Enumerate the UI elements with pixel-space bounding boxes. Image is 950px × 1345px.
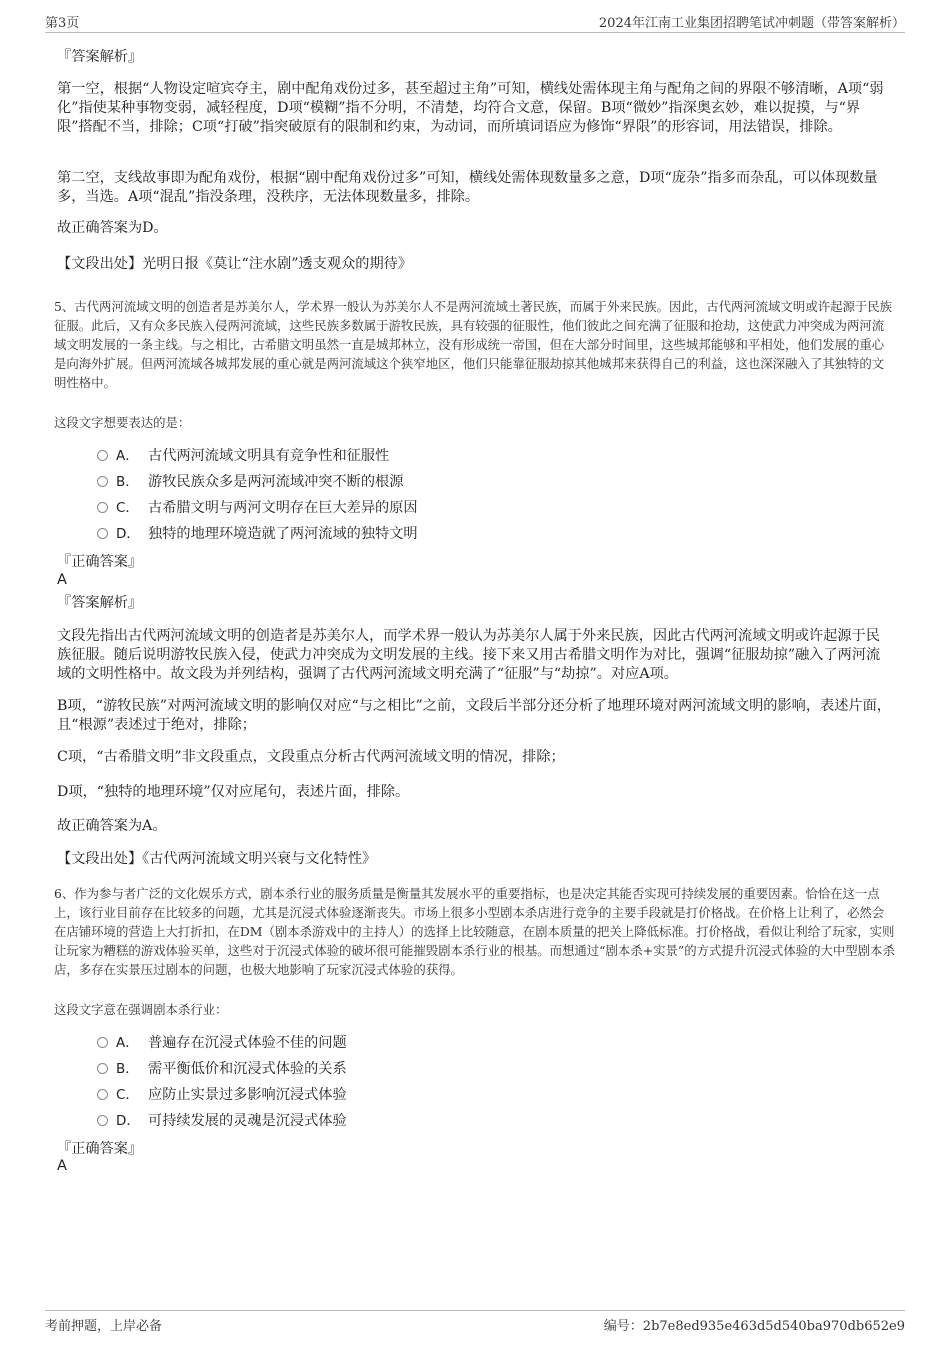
correct-answer: A [57,572,67,588]
radio-icon[interactable] [97,1037,108,1048]
analysis-conclusion: 故正确答案为A。 [57,818,167,834]
analysis-paragraph: C项，“古希腊文明”非文段重点，文段重点分析古代两河流域文明的情况，排除； [57,749,565,765]
radio-icon[interactable] [97,1115,108,1126]
radio-icon[interactable] [97,1089,108,1100]
analysis-label: 『答案解析』 [57,595,143,611]
question-stem: 5、古代两河流域文明的创造者是苏美尔人，学术界一般认为苏美尔人不是两河流域土著民族，而属于外来民族。因此，古代两河流域文明或许起源于民族征服。此后，又有众多民族入侵两河流域，这些民族多数属于游牧民族，具有较强的征服性，他们彼此之间充满了征服和抢劫，这使武力冲突成为两河流域文明发展的一条主线。与之相比，古希腊文明虽然一直是城邦林立，没有形成统一帝国，但在大部分时间里，这些城邦能够和平相处，他们发展的重心是向海外扩展。但两河流域各城邦发展的重心就是两河流域这个狭窄地区，他们只能靠征服劫掠其他城邦来获得自己的利益，这也深深融入了其独特的文明性格中。 [54,299,893,390]
source-citation: 【文段出处】光明日报《莫让“注水剧”透支观众的期待》 [57,256,413,272]
option-b[interactable]: B． 需平衡低价和沉浸式体验的关系 [97,1060,347,1079]
option-text: 应防止实景过多影响沉浸式体验 [148,1087,347,1103]
question-stem: 6、作为参与者广泛的文化娱乐方式，剧本杀行业的服务质量是衡量其发展水平的重要指标，也是决定其能否实现可持续发展的重要因素。恰恰在这一点上，该行业目前存在比较多的问题，尤其是沉浸式体验逐渐丧失。市场上很多小型剧本杀店进行竞争的主要手段就是打价格战。在价格上让利了，必然会在店铺环境的营造上大打折扣，在DM（剧本杀游戏中的主持人）的选择上比较随意，在剧本质量的把关上降低标准。打价格战，看似让利给了玩家，实则让玩家为糟糕的游戏体验买单，这些对于沉浸式体验的破坏很可能摧毁剧本杀行业的根基。而想通过“剧本杀+实景”的方式提升沉浸式体验的大中型剧本杀店，多存在实景压过剧本的问题，也极大地影响了玩家沉浸式体验的获得。 [54,886,895,977]
radio-icon[interactable] [97,1063,108,1074]
option-text: 需平衡低价和沉浸式体验的关系 [148,1061,347,1077]
analysis-paragraph: B项，“游牧民族”对两河流域文明的影响仅对应“与之相比”之前，文段后半部分还分析了地理环境对两河流域文明的影响，表述片面，且“根源”表述过于绝对，排除； [57,698,891,733]
page-number: 第3页 [45,16,80,31]
document-id: 编号：2b7e8ed935e463d5d540ba970db652e9 [603,1319,905,1334]
option-d[interactable]: D． 独特的地理环境造就了两河流域的独特文明 [97,525,418,544]
document-title: 2024年江南工业集团招聘笔试冲刺题（带答案解析） [598,16,905,31]
option-text: 可持续发展的灵魂是沉浸式体验 [148,1113,347,1129]
option-a[interactable]: A． 古代两河流域文明具有竞争性和征服性 [97,447,389,466]
page-header [45,12,905,33]
option-text: 独特的地理环境造就了两河流域的独特文明 [148,526,418,542]
footer-slogan: 考前押题，上岸必备 [45,1319,163,1334]
correct-answer-label: 『正确答案』 [57,1141,143,1157]
option-a[interactable]: A． 普遍存在沉浸式体验不佳的问题 [97,1034,347,1053]
analysis-paragraph: D项，“独特的地理环境”仅对应尾句，表述片面，排除。 [57,784,410,800]
option-text: 普遍存在沉浸式体验不佳的问题 [148,1035,347,1051]
question-prompt: 这段文字意在强调剧本杀行业： [54,1002,228,1017]
analysis-paragraph: 文段先指出古代两河流域文明的创造者是苏美尔人，而学术界一般认为苏美尔人属于外来民族，因此古代两河流域文明或许起源于民族征服。随后说明游牧民族入侵，使武力冲突成为文明发展的主线。接下来又用古希腊文明作为对比，强调“征服劫掠”融入了两河流域的文明性格中。故文段为并列结构，强调了古代两河流域文明充满了“征服”与“劫掠”。对应A项。 [57,628,881,682]
option-text: 游牧民族众多是两河流域冲突不断的根源 [148,474,404,490]
option-c[interactable]: C． 应防止实景过多影响沉浸式体验 [97,1086,347,1105]
correct-answer-label: 『正确答案』 [57,554,143,570]
correct-answer: A [57,1158,67,1174]
option-text: 古代两河流域文明具有竞争性和征服性 [148,448,390,464]
radio-icon[interactable] [97,502,108,513]
radio-icon[interactable] [97,528,108,539]
analysis-label: 『答案解析』 [57,49,143,65]
analysis-conclusion: 故正确答案为D。 [57,220,168,236]
option-text: 古希腊文明与两河文明存在巨大差异的原因 [148,500,418,516]
analysis-paragraph: 第一空，根据“人物设定喧宾夺主，剧中配角戏份过多，甚至超过主角”可知，横线处需体现主角与配角之间的界限不够清晰，A项“弱化”指使某种事物变弱，减轻程度，D项“模糊”指不分明，不清楚，均符合文意，保留。B项“微妙”指深奥玄妙，难以捉摸，与“界限”搭配不当，排除；C项“打破”指突破原有的限制和约束，为动词，而所填词语应为修饰“界限”的形容词，用法错误，排除。 [57,81,884,135]
radio-icon[interactable] [97,476,108,487]
radio-icon[interactable] [97,450,108,461]
option-b[interactable]: B． 游牧民族众多是两河流域冲突不断的根源 [97,473,403,492]
option-d[interactable]: D． 可持续发展的灵魂是沉浸式体验 [97,1112,347,1131]
analysis-paragraph: 第二空，支线故事即为配角戏份，根据“剧中配角戏份过多”可知，横线处需体现数量多之意，D项“庞杂”指多而杂乱，可以体现数量多，当选。A项“混乱”指没条理，没秩序，无法体现数量多，排除。 [57,170,878,205]
question-prompt: 这段文字想要表达的是： [54,415,191,430]
option-c[interactable]: C． 古希腊文明与两河文明存在巨大差异的原因 [97,499,418,518]
source-citation: 【文段出处】《古代两河流域文明兴衰与文化特性》 [57,851,377,867]
page-footer [45,1310,905,1334]
